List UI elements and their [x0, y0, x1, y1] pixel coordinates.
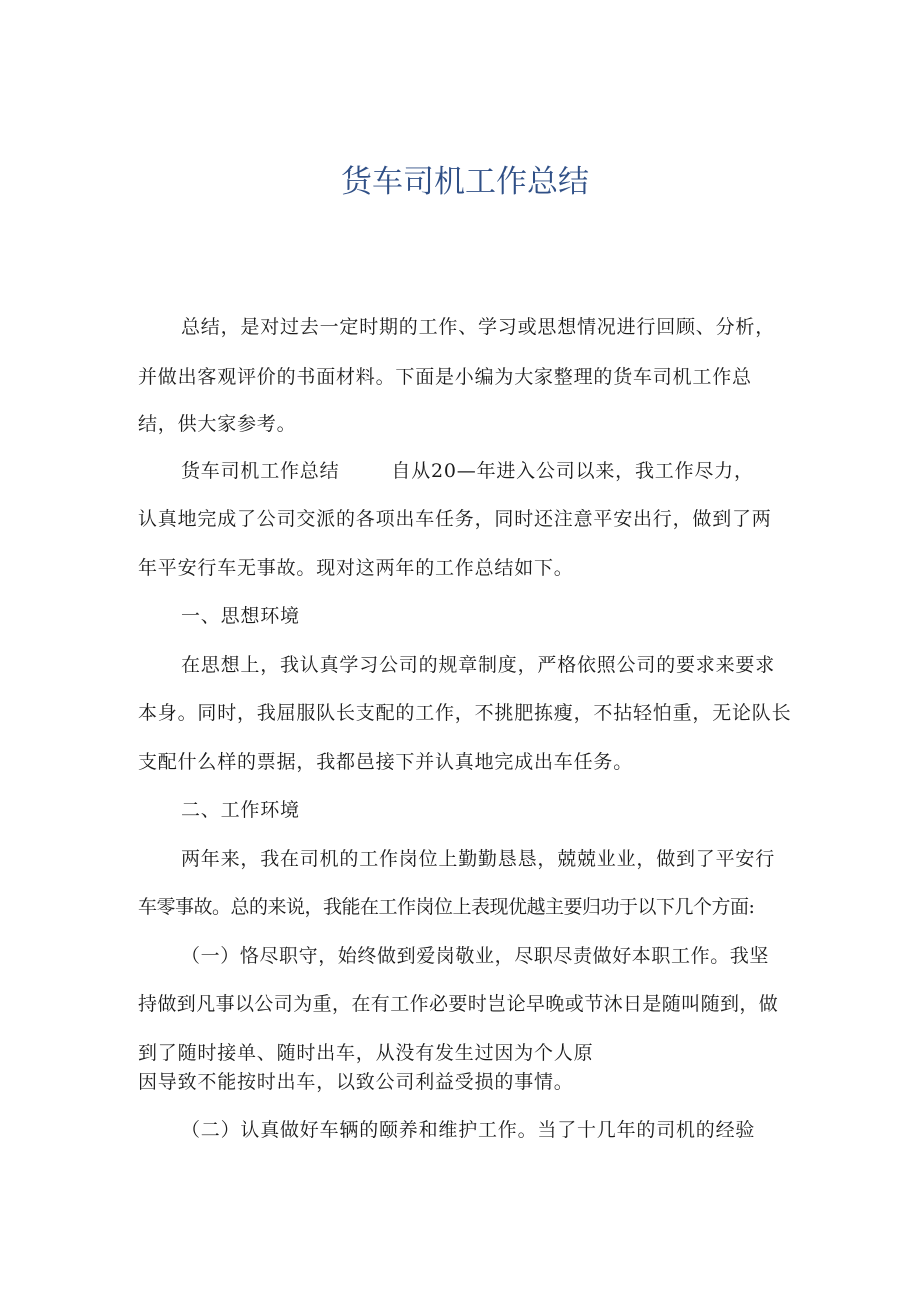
- paragraph-line: （一）恪尽职守，始终做到爱岗敬业，尽职尽责做好本职工作。我坚: [181, 945, 770, 967]
- paragraph-line: 到了随时接单、随时出车，从没有发生过因为个人原: [138, 1042, 594, 1064]
- section-heading: 二、工作环境: [181, 799, 300, 821]
- paragraph-line: 因导致不能按时出车，以致公司利益受损的事情。: [138, 1071, 574, 1093]
- paragraph-text: 自从20—年进入公司以来，我工作尽力，: [391, 460, 754, 482]
- paragraph-line: （二）认真做好车辆的颐养和维护工作。当了十几年的司机的经验: [181, 1119, 756, 1141]
- paragraph-line: 两年来，我在司机的工作岗位上勤勤恳恳，兢兢业业，做到了平安行: [181, 848, 776, 870]
- paragraph-line: 年平安行车无事故。现对这两年的工作总结如下。: [138, 557, 574, 579]
- paragraph-line: 本身。同时，我屈服队长支配的工作，不挑肥拣瘦，不拈轻怕重，无论队长: [138, 702, 792, 724]
- section-heading: 一、思想环境: [181, 605, 300, 627]
- paragraph-line: 持做到凡事以公司为重，在有工作必要时岂论早晚或节沐日是随叫随到，做: [138, 993, 779, 1015]
- paragraph-line: 车零事故。总的来说，我能在工作岗位上表现优越主要归功于以下几个方面:: [138, 896, 755, 918]
- paragraph-line: 总结，是对过去一定时期的工作、学习或思想情况进行回顾、分析，: [181, 316, 776, 338]
- document-title: 货车司机工作总结: [341, 164, 589, 200]
- paragraph-line: 在思想上，我认真学习公司的规章制度，严格依照公司的要求来要求: [181, 654, 776, 676]
- paragraph-line: 支配什么样的票据，我都邑接下并认真地完成出车任务。: [138, 751, 634, 773]
- paragraph-line: 并做出客观评价的书面材料。下面是小编为大家整理的货车司机工作总: [138, 366, 752, 388]
- paragraph-line: 结，供大家参考。: [138, 413, 297, 435]
- paragraph-line: 认真地完成了公司交派的各项出车任务，同时还注意平安出行，做到了两: [138, 508, 772, 530]
- section-heading-inline: 货车司机工作总结: [181, 460, 340, 482]
- paragraph-line: [181, 459, 754, 483]
